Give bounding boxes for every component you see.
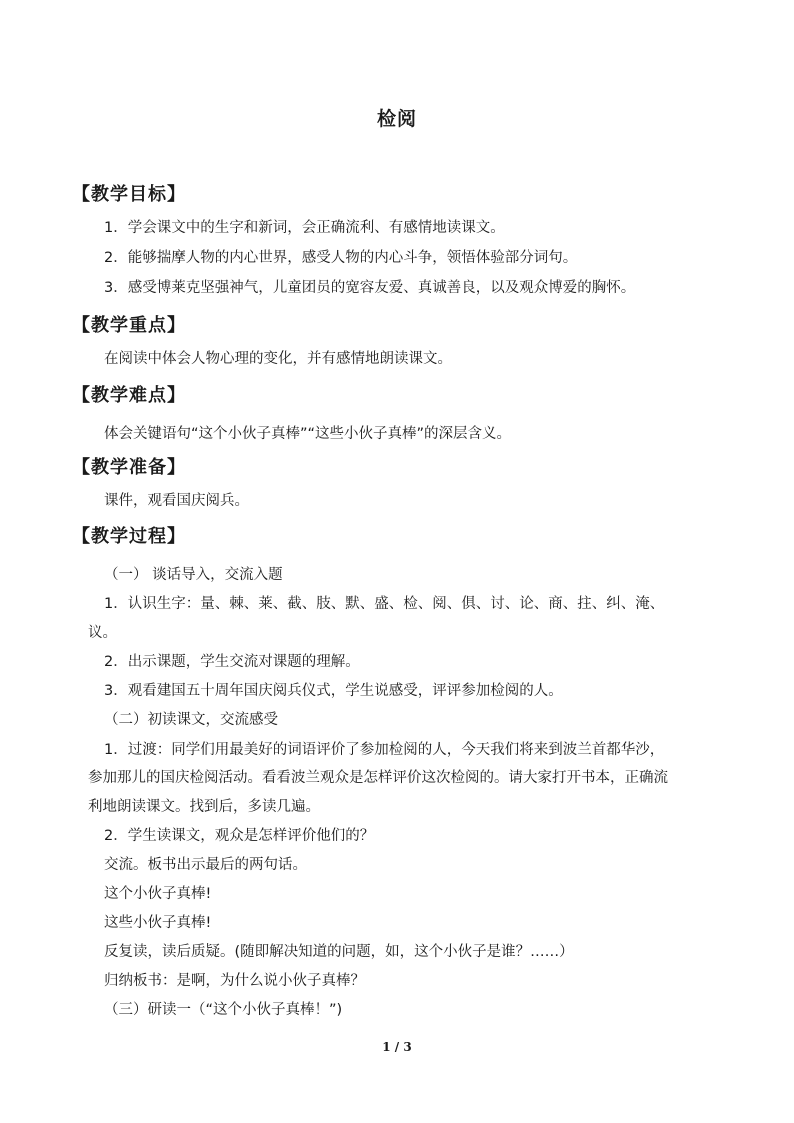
page-title: 检阅 bbox=[376, 108, 417, 130]
process-line: 利地朗读课文。找到后，多读几遍。 bbox=[88, 799, 320, 815]
page-number: 1 / 3 bbox=[382, 1040, 412, 1054]
process-line: 1．认识生字：量、棘、莱、截、肢、默、盛、检、阅、俱、讨、论、商、拄、纠、淹、 bbox=[104, 596, 665, 612]
focus-text: 在阅读中体会人物心理的变化，并有感情地朗读课文。 bbox=[104, 351, 452, 367]
process-line: （三）研读一（“这个小伙子真棒！”) bbox=[104, 1002, 343, 1018]
process-line: 这些小伙子真棒! bbox=[104, 915, 212, 931]
goal-item: 1．学会课文中的生字和新词，会正确流利、有感情地读课文。 bbox=[104, 220, 505, 236]
process-line: 反复读，读后质疑。(随即解决知道的问题，如，这个小伙子是谁？……） bbox=[104, 944, 574, 960]
process-line: 交流。板书出示最后的两句话。 bbox=[104, 857, 307, 873]
process-line: 2．出示课题，学生交流对课题的理解。 bbox=[104, 654, 360, 670]
section-heading-difficulty: 【教学难点】 bbox=[72, 385, 186, 406]
process-line: 3．观看建国五十周年国庆阅兵仪式，学生说感受，评评参加检阅的人。 bbox=[104, 683, 563, 699]
process-line: （二）初读课文，交流感受 bbox=[104, 712, 278, 728]
section-heading-process: 【教学过程】 bbox=[72, 526, 186, 547]
section-heading-focus: 【教学重点】 bbox=[72, 315, 186, 336]
goal-item: 3．感受博莱克坚强神气，儿童团员的宽容友爱、真诚善良，以及观众博爱的胸怀。 bbox=[104, 280, 636, 296]
preparation-text: 课件，观看国庆阅兵。 bbox=[104, 493, 249, 509]
goal-item: 2．能够揣摩人物的内心世界，感受人物的内心斗争，领悟体验部分词句。 bbox=[104, 250, 578, 266]
process-line: 这个小伙子真棒! bbox=[104, 886, 212, 902]
process-line: 议。 bbox=[88, 625, 117, 641]
section-heading-goals: 【教学目标】 bbox=[72, 184, 186, 205]
process-line: 2．学生读课文，观众是怎样评价他们的？ bbox=[104, 828, 375, 844]
section-heading-preparation: 【教学准备】 bbox=[72, 457, 186, 478]
process-line: 归纳板书：是啊，为什么说小伙子真棒？ bbox=[104, 973, 365, 989]
process-line: 1．过渡：同学们用最美好的词语评价了参加检阅的人，今天我们将来到波兰首都华沙， bbox=[104, 742, 665, 758]
process-line: 参加那儿的国庆检阅活动。看看波兰观众是怎样评价这次检阅的。请大家打开书本，正确流 bbox=[88, 770, 668, 786]
process-line: （一） 谈话导入，交流入题 bbox=[104, 567, 283, 583]
difficulty-text: 体会关键语句“这个小伙子真棒”“这些小伙子真棒”的深层含义。 bbox=[104, 426, 512, 442]
